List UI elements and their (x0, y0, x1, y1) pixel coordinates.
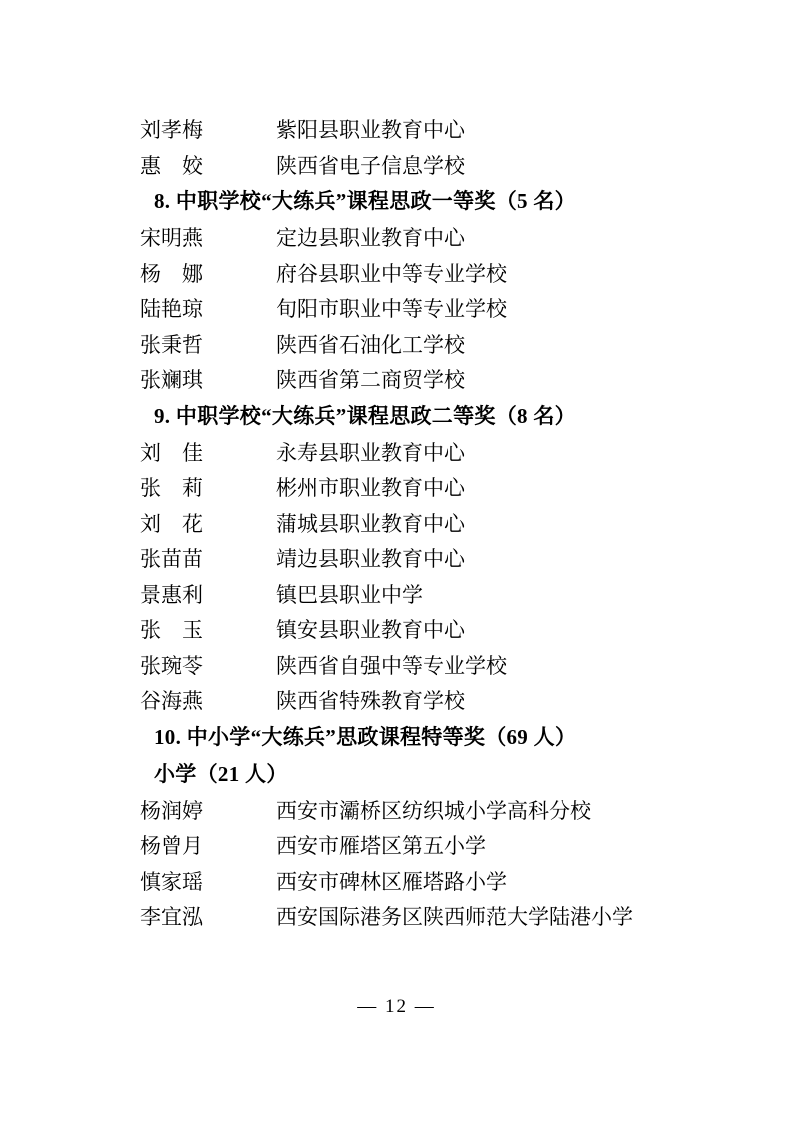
entry-name: 张 玉 (140, 618, 203, 642)
entry-organization: 镇巴县职业中学 (276, 582, 423, 607)
list-item (140, 299, 703, 320)
entry-name: 宋明燕 (140, 226, 203, 250)
entry-name: 张秉哲 (140, 332, 203, 357)
list-item (140, 907, 703, 928)
entry-organization: 彬州市职业教育中心 (276, 476, 465, 500)
list-item (140, 511, 703, 536)
section-heading: 9. 中职学校“大练兵”课程思政二等奖（8 名） (154, 403, 576, 428)
entry-name: 谷海燕 (140, 689, 203, 713)
entry-organization: 西安市灞桥区纺织城小学高科分校 (276, 798, 591, 823)
entry-organization: 旬阳市职业中等专业学校 (276, 297, 507, 321)
entry-name: 惠 姣 (140, 153, 203, 178)
list-item (140, 370, 703, 391)
section-subheading: 小学（21 人） (154, 761, 288, 786)
entry-name: 杨 娜 (140, 261, 203, 286)
entry-organization: 陕西省电子信息学校 (276, 153, 465, 178)
section-heading: 8. 中职学校“大练兵”课程思政一等奖（5 名） (154, 189, 576, 213)
list-item (140, 798, 703, 823)
entry-name: 刘孝梅 (140, 118, 203, 142)
entry-name: 刘 花 (140, 511, 203, 536)
list-item (140, 332, 703, 357)
section-heading: 10. 中小学“大练兵”思政课程特等奖（69 人） (154, 724, 577, 749)
entry-name: 陆艳琼 (140, 297, 203, 321)
list-item (140, 120, 703, 141)
list-item (140, 582, 703, 607)
entry-name: 杨曾月 (140, 834, 203, 858)
list-item (140, 620, 703, 641)
entry-organization: 府谷县职业中等专业学校 (276, 261, 507, 286)
entry-organization: 靖边县职业教育中心 (276, 547, 465, 571)
entry-name: 张苗苗 (140, 547, 203, 571)
list-item (140, 478, 703, 499)
list-item (140, 228, 703, 249)
entry-name: 慎家瑶 (140, 869, 203, 894)
entry-organization: 陕西省第二商贸学校 (276, 368, 465, 392)
entry-organization: 西安国际港务区陕西师范大学陆港小学 (276, 905, 633, 929)
list-item (140, 153, 703, 178)
list-item (140, 549, 703, 570)
entry-organization: 镇安县职业教育中心 (276, 618, 465, 642)
entry-organization: 永寿县职业教育中心 (276, 440, 465, 465)
list-item (140, 836, 703, 857)
list-item (140, 261, 703, 286)
entry-name: 张斓琪 (140, 368, 203, 392)
entry-organization: 陕西省特殊教育学校 (276, 689, 465, 713)
list-item (140, 440, 703, 465)
document-content (140, 120, 703, 928)
entry-organization: 陕西省自强中等专业学校 (276, 653, 507, 678)
entry-organization: 紫阳县职业教育中心 (276, 118, 465, 142)
entry-name: 李宜泓 (140, 905, 203, 929)
entry-organization: 西安市碑林区雁塔路小学 (276, 869, 507, 894)
entry-name: 景惠利 (140, 582, 203, 607)
entry-organization: 蒲城县职业教育中心 (276, 511, 465, 536)
entry-organization: 定边县职业教育中心 (276, 226, 465, 250)
entry-name: 杨润婷 (140, 798, 203, 823)
entry-name: 张 莉 (140, 476, 203, 500)
entry-organization: 西安市雁塔区第五小学 (276, 834, 486, 858)
entry-name: 张琬苓 (140, 653, 203, 678)
entry-name: 刘 佳 (140, 440, 203, 465)
list-item (140, 869, 703, 894)
list-item (140, 691, 703, 712)
page-number: — 12 — (357, 996, 436, 1017)
list-item (140, 653, 703, 678)
entry-organization: 陕西省石油化工学校 (276, 332, 465, 357)
